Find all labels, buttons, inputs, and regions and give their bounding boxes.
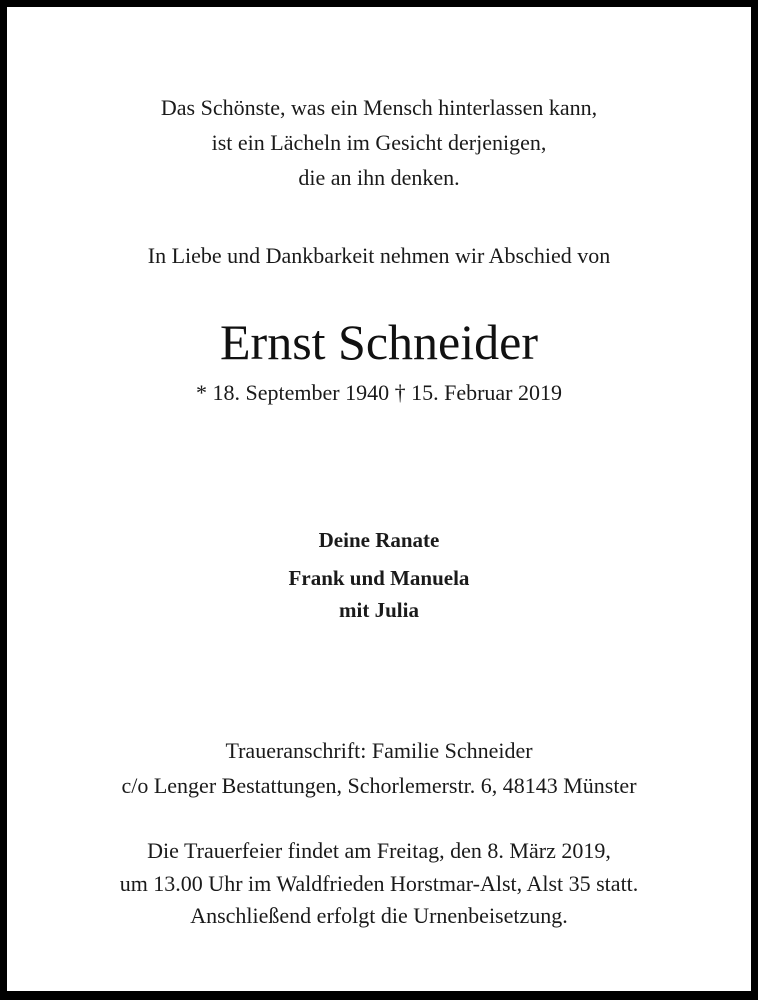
- mourner-1: Deine Ranate: [318, 528, 440, 552]
- deceased-name: Ernst Schneider: [220, 314, 538, 370]
- mourner-2: Frank und Manuela: [288, 566, 470, 590]
- quote-line-3: die an ihn denken.: [298, 165, 460, 190]
- address-line-1: Traueranschrift: Familie Schneider: [225, 738, 533, 763]
- intro-text: In Liebe und Dankbarkeit nehmen wir Abschied von: [147, 243, 611, 268]
- ceremony-line-2: um 13.00 Uhr im Waldfrieden Horstmar-Alst, Alst 35 statt.: [119, 871, 639, 896]
- address-line-2: c/o Lenger Bestattungen, Schorlemerstr. 6, 48143 Münster: [121, 773, 637, 798]
- mourner-3: mit Julia: [339, 598, 419, 622]
- quote-line-2: ist ein Lächeln im Gesicht derjenigen,: [211, 130, 547, 155]
- ceremony-line-3: Anschließend erfolgt die Urnenbeisetzung.: [190, 903, 568, 928]
- life-dates: * 18. September 1940 † 15. Februar 2019: [196, 380, 562, 405]
- ceremony-line-1: Die Trauerfeier findet am Freitag, den 8. März 2019,: [147, 838, 611, 863]
- quote-line-1: Das Schönste, was ein Mensch hinterlassen kann,: [160, 95, 598, 120]
